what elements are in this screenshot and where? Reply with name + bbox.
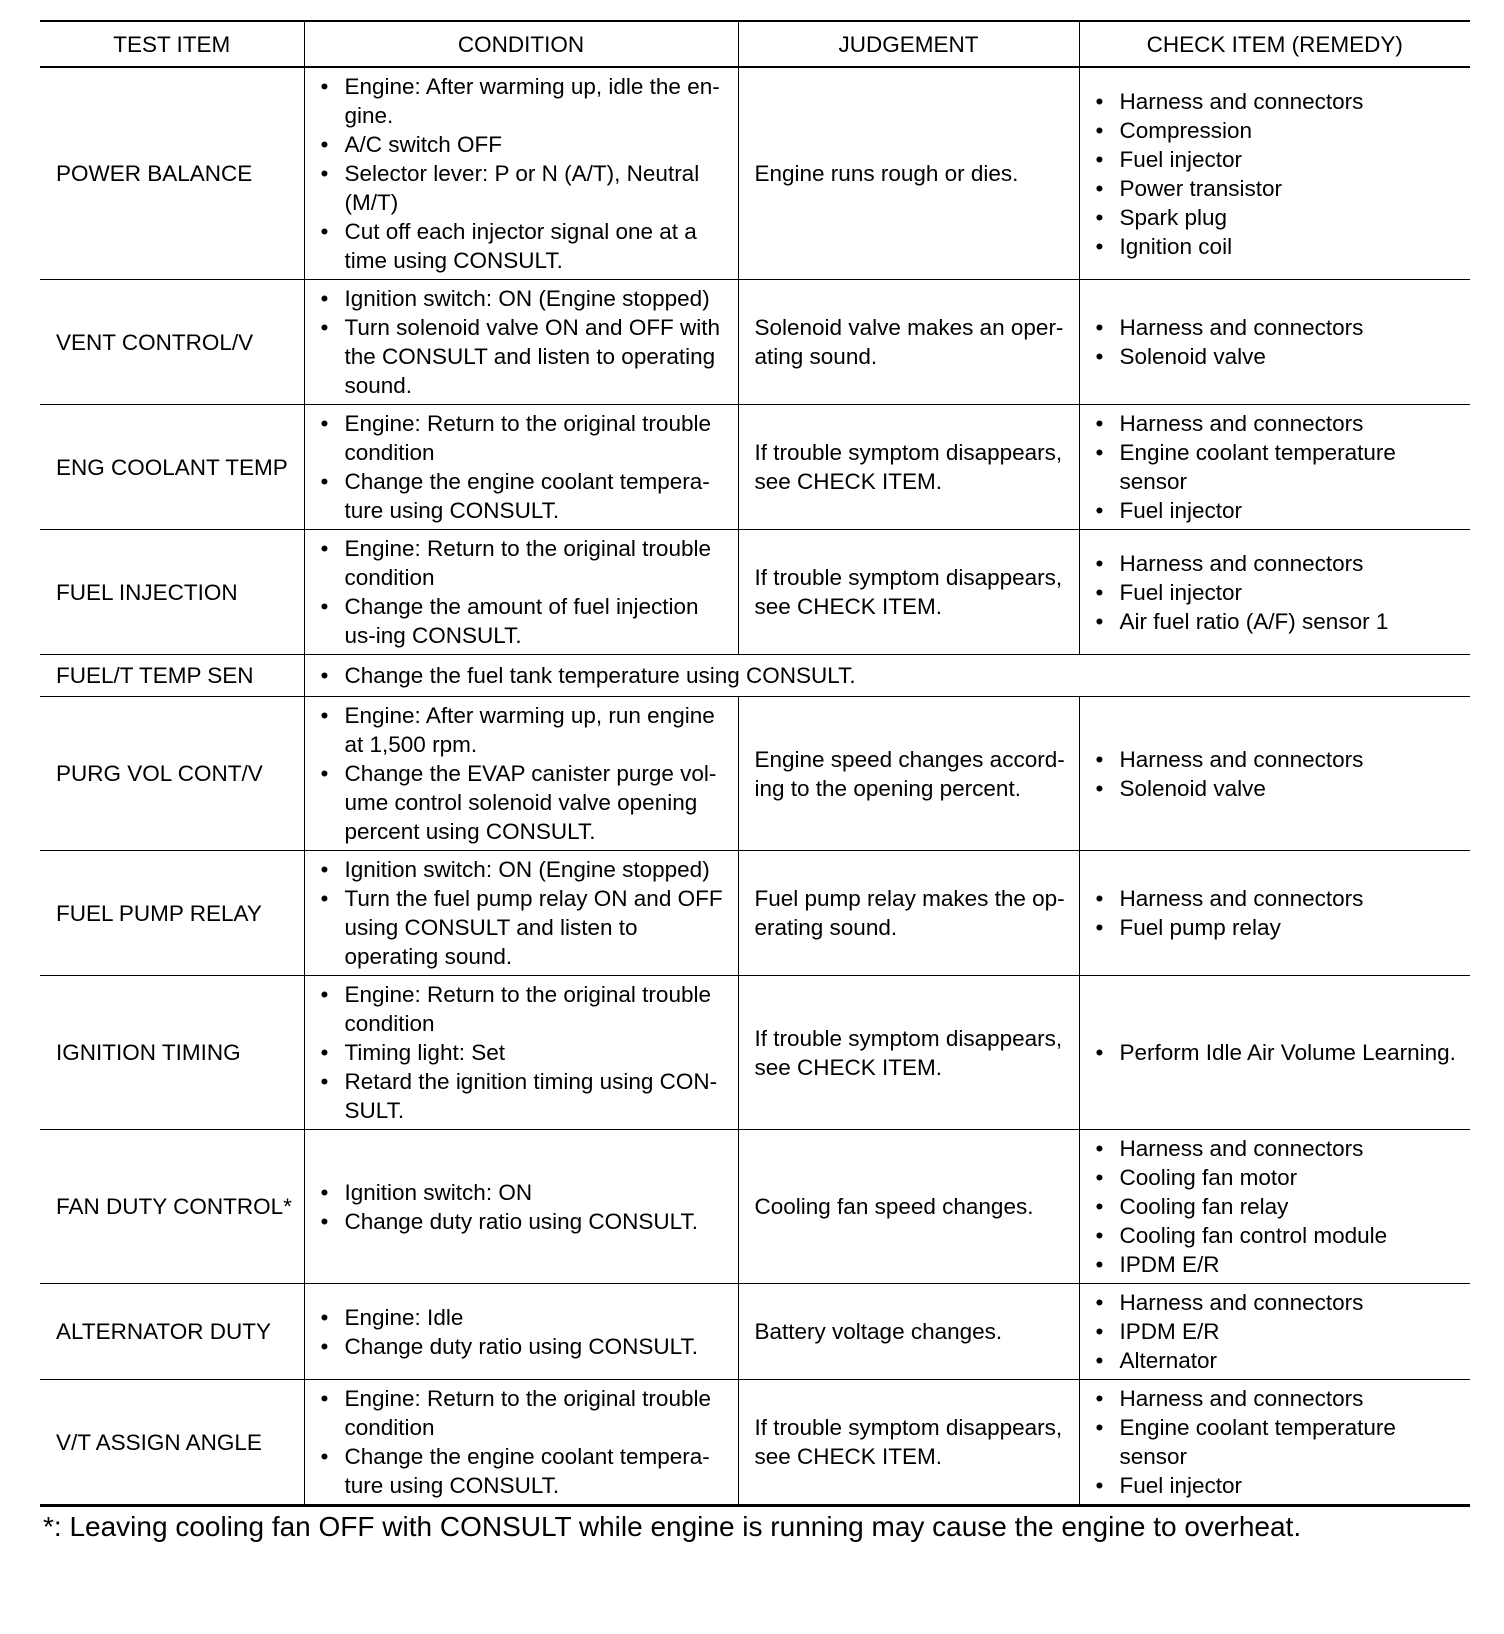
condition-list — [317, 1384, 730, 1500]
bullet-item: • Harness and connectors — [1092, 87, 1463, 116]
check-item-cell — [1079, 530, 1470, 655]
check-item-cell — [1079, 1284, 1470, 1380]
bullet-item: • Timing light: Set — [317, 1038, 730, 1067]
check-item-list — [1092, 549, 1463, 636]
check-item-list — [1092, 884, 1463, 942]
bullet-item: • Cooling fan relay — [1092, 1192, 1463, 1221]
condition-cell — [304, 1130, 738, 1284]
condition-cell — [304, 280, 738, 405]
test-item-cell: FUEL/T TEMP SEN — [40, 655, 304, 697]
bullet-item: • Retard the ignition timing using CON-SULT. — [317, 1067, 730, 1125]
table-row — [40, 851, 1470, 976]
condition-cell — [304, 67, 738, 280]
test-item-cell: FUEL PUMP RELAY — [40, 851, 304, 976]
condition-list — [317, 409, 730, 525]
check-item-cell — [1079, 1130, 1470, 1284]
bullet-item: • Perform Idle Air Volume Learning. — [1092, 1038, 1463, 1067]
bullet-item: • Engine coolant temperature sensor — [1092, 1413, 1463, 1471]
bullet-item: • Harness and connectors — [1092, 745, 1463, 774]
bullet-item: • Spark plug — [1092, 203, 1463, 232]
bullet-item: • Selector lever: P or N (A/T), Neutral (M/T) — [317, 159, 730, 217]
bullet-item: • Change duty ratio using CONSULT. — [317, 1207, 730, 1236]
bullet-item: • Turn the fuel pump relay ON and OFF using CONSULT and listen to operating sound. — [317, 884, 730, 971]
footnote: *: Leaving cooling fan OFF with CONSULT while engine is running may cause the engine to overheat. — [43, 1511, 1302, 1542]
check-item-list — [1092, 87, 1463, 261]
condition-list — [317, 701, 730, 846]
check-item-list — [1092, 1288, 1463, 1375]
bullet-item: • Harness and connectors — [1092, 549, 1463, 578]
header-test-item: TEST ITEM — [40, 21, 304, 67]
condition-cell — [304, 405, 738, 530]
bullet-item: • Harness and connectors — [1092, 884, 1463, 913]
header-condition: CONDITION — [304, 21, 738, 67]
condition-cell — [304, 530, 738, 655]
judgement-cell: Fuel pump relay makes the op-erating sound. — [738, 851, 1079, 976]
bullet-item: • Power transistor — [1092, 174, 1463, 203]
judgement-cell: Cooling fan speed changes. — [738, 1130, 1079, 1284]
bullet-item: • Engine: Return to the original trouble condition — [317, 534, 730, 592]
table-row — [40, 1284, 1470, 1380]
table-header — [40, 21, 1470, 67]
bullet-item: • Solenoid valve — [1092, 774, 1463, 803]
condition-cell — [304, 976, 738, 1130]
check-item-list — [1092, 1384, 1463, 1500]
header-check-item: CHECK ITEM (REMEDY) — [1079, 21, 1470, 67]
table-row — [40, 1380, 1470, 1506]
bullet-item: • Harness and connectors — [1092, 313, 1463, 342]
condition-list — [317, 72, 730, 275]
check-item-cell — [1079, 976, 1470, 1130]
active-test-table-sheet — [40, 20, 1470, 1544]
bullet-item: • Cut off each injector signal one at a time using CONSULT. — [317, 217, 730, 275]
condition-cell — [304, 1380, 738, 1506]
check-item-cell — [1079, 280, 1470, 405]
bullet-item: • Fuel injector — [1092, 1471, 1463, 1500]
condition-list — [317, 1303, 730, 1361]
table-row — [40, 1130, 1470, 1284]
check-item-list — [1092, 745, 1463, 803]
bullet-item: • Ignition switch: ON (Engine stopped) — [317, 855, 730, 884]
test-item-cell: V/T ASSIGN ANGLE — [40, 1380, 304, 1506]
judgement-cell: If trouble symptom disappears, see CHECK ITEM. — [738, 976, 1079, 1130]
check-item-list — [1092, 409, 1463, 525]
bullet-item: • Air fuel ratio (A/F) sensor 1 — [1092, 607, 1463, 636]
bullet-item: • Change duty ratio using CONSULT. — [317, 1332, 730, 1361]
bullet-item: • IPDM E/R — [1092, 1250, 1463, 1279]
bullet-item: • Change the fuel tank temperature using CONSULT. — [317, 661, 1463, 690]
bullet-item: • Solenoid valve — [1092, 342, 1463, 371]
bullet-item: • Harness and connectors — [1092, 1134, 1463, 1163]
active-test-table — [40, 20, 1470, 1507]
table-row — [40, 67, 1470, 280]
judgement-cell: If trouble symptom disappears, see CHECK ITEM. — [738, 530, 1079, 655]
header-row — [40, 21, 1470, 67]
bullet-item: • Engine: Return to the original trouble condition — [317, 1384, 730, 1442]
bullet-item: • Ignition switch: ON (Engine stopped) — [317, 284, 730, 313]
condition-list — [317, 1178, 730, 1236]
judgement-cell: If trouble symptom disappears, see CHECK ITEM. — [738, 1380, 1079, 1506]
judgement-cell: Solenoid valve makes an oper-ating sound. — [738, 280, 1079, 405]
judgement-cell: If trouble symptom disappears, see CHECK ITEM. — [738, 405, 1079, 530]
condition-list — [317, 661, 1463, 690]
bullet-item: • Harness and connectors — [1092, 1384, 1463, 1413]
bullet-item: • Harness and connectors — [1092, 1288, 1463, 1317]
bullet-item: • Ignition coil — [1092, 232, 1463, 261]
bullet-item: • Turn solenoid valve ON and OFF with the CONSULT and listen to operating sound. — [317, 313, 730, 400]
condition-cell — [304, 697, 738, 851]
check-item-list — [1092, 1134, 1463, 1279]
condition-list — [317, 980, 730, 1125]
test-item-cell: VENT CONTROL/V — [40, 280, 304, 405]
check-item-list — [1092, 313, 1463, 371]
bullet-item: • Alternator — [1092, 1346, 1463, 1375]
bullet-item: • Fuel injector — [1092, 496, 1463, 525]
bullet-item: • Engine: Idle — [317, 1303, 730, 1332]
bullet-item: • Change the EVAP canister purge vol-ume control solenoid valve opening percent using CONSULT. — [317, 759, 730, 846]
table-row — [40, 655, 1470, 697]
bullet-item: • Fuel injector — [1092, 578, 1463, 607]
check-item-list — [1092, 1038, 1463, 1067]
table-body — [40, 67, 1470, 1506]
header-judgement: JUDGEMENT — [738, 21, 1079, 67]
bullet-item: • A/C switch OFF — [317, 130, 730, 159]
judgement-cell: Engine runs rough or dies. — [738, 67, 1079, 280]
bullet-item: • Change the engine coolant tempera-ture using CONSULT. — [317, 467, 730, 525]
bullet-item: • Engine: After warming up, run engine at 1,500 rpm. — [317, 701, 730, 759]
test-item-cell: POWER BALANCE — [40, 67, 304, 280]
bullet-item: • Change the amount of fuel injection us-ing CONSULT. — [317, 592, 730, 650]
test-item-cell: ALTERNATOR DUTY — [40, 1284, 304, 1380]
bullet-item: • Ignition switch: ON — [317, 1178, 730, 1207]
condition-cell — [304, 851, 738, 976]
test-item-cell: FAN DUTY CONTROL* — [40, 1130, 304, 1284]
bullet-item: • Engine: Return to the original trouble condition — [317, 980, 730, 1038]
bullet-item: • Compression — [1092, 116, 1463, 145]
table-row — [40, 530, 1470, 655]
bullet-item: • IPDM E/R — [1092, 1317, 1463, 1346]
table-row — [40, 280, 1470, 405]
condition-cell — [304, 1284, 738, 1380]
bullet-item: • Cooling fan motor — [1092, 1163, 1463, 1192]
check-item-cell — [1079, 1380, 1470, 1506]
bullet-item: • Change the engine coolant tempera-ture using CONSULT. — [317, 1442, 730, 1500]
bullet-item: • Cooling fan control module — [1092, 1221, 1463, 1250]
bullet-item: • Harness and connectors — [1092, 409, 1463, 438]
condition-list — [317, 284, 730, 400]
condition-list — [317, 534, 730, 650]
judgement-cell: Engine speed changes accord-ing to the opening percent. — [738, 697, 1079, 851]
bullet-item: • Engine: Return to the original trouble condition — [317, 409, 730, 467]
test-item-cell: ENG COOLANT TEMP — [40, 405, 304, 530]
bullet-item: • Engine: After warming up, idle the en-gine. — [317, 72, 730, 130]
test-item-cell: IGNITION TIMING — [40, 976, 304, 1130]
table-row — [40, 976, 1470, 1130]
bullet-item: • Fuel injector — [1092, 145, 1463, 174]
condition-cell — [304, 655, 1470, 697]
test-item-cell: FUEL INJECTION — [40, 530, 304, 655]
test-item-cell: PURG VOL CONT/V — [40, 697, 304, 851]
check-item-cell — [1079, 851, 1470, 976]
bullet-item: • Engine coolant temperature sensor — [1092, 438, 1463, 496]
check-item-cell — [1079, 697, 1470, 851]
condition-list — [317, 855, 730, 971]
check-item-cell — [1079, 67, 1470, 280]
check-item-cell — [1079, 405, 1470, 530]
judgement-cell: Battery voltage changes. — [738, 1284, 1079, 1380]
table-row — [40, 405, 1470, 530]
table-row — [40, 697, 1470, 851]
bullet-item: • Fuel pump relay — [1092, 913, 1463, 942]
